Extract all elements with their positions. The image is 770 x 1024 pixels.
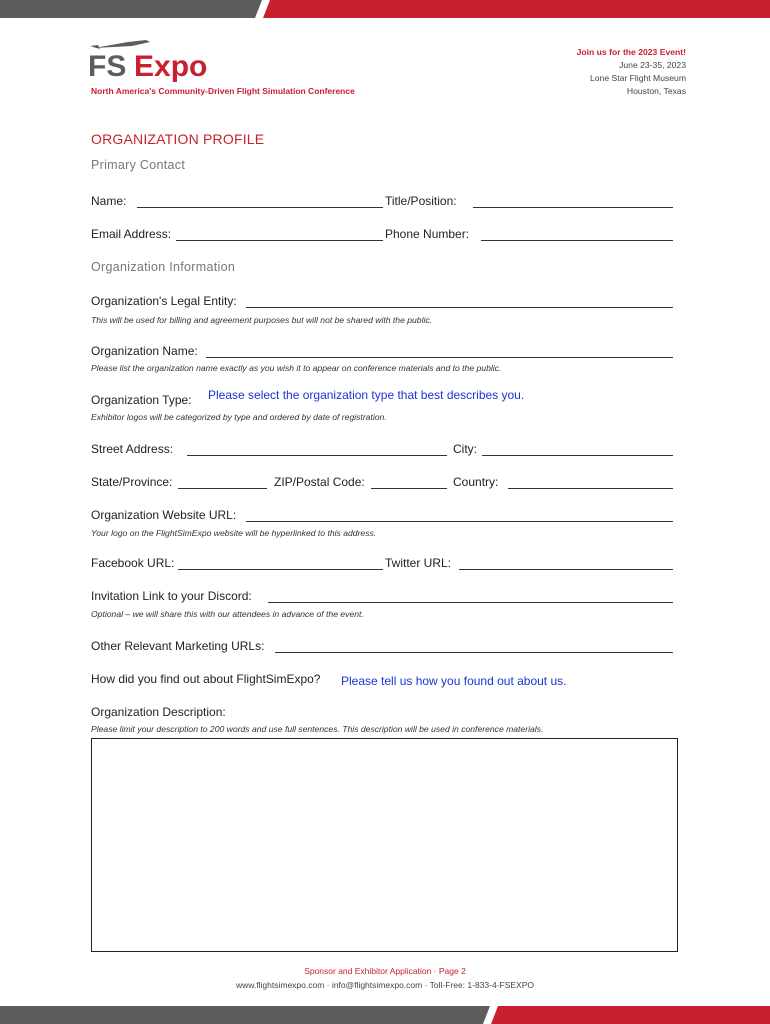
title-position-label: Title/Position:: [385, 194, 457, 208]
phone-label: Phone Number:: [385, 227, 470, 241]
org-name-note: Please list the organization name exactly as you wish it to appear on conference materials and to the public.: [91, 363, 502, 373]
other-urls-field[interactable]: [275, 652, 673, 653]
state-field[interactable]: [178, 488, 267, 489]
website-note: Your logo on the FlightSimExpo website will be hyperlinked to this address.: [91, 528, 377, 538]
facebook-label: Facebook URL:: [91, 556, 175, 570]
name-field[interactable]: [137, 207, 383, 208]
footer-page-label: Sponsor and Exhibitor Application · Page 2: [304, 966, 466, 976]
description-label: Organization Description:: [91, 705, 226, 719]
org-type-select[interactable]: Please select the organization type that best describes you.: [208, 388, 525, 402]
zip-field[interactable]: [371, 488, 447, 489]
svg-text:FS: FS: [88, 50, 127, 82]
org-type-note: Exhibitor logos will be categorized by type and ordered by date of registration.: [91, 412, 387, 422]
discord-note: Optional – we will share this with our attendees in advance of the event.: [91, 609, 364, 619]
event-venue: Lone Star Flight Museum: [589, 73, 686, 83]
phone-field[interactable]: [481, 240, 673, 241]
city-label: City:: [453, 442, 477, 456]
country-label: Country:: [453, 475, 499, 489]
org-type-label: Organization Type:: [91, 393, 192, 407]
other-urls-label: Other Relevant Marketing URLs:: [91, 639, 265, 653]
fsexpo-logo: [88, 36, 228, 82]
description-textarea[interactable]: [91, 738, 678, 952]
facebook-field[interactable]: [178, 569, 383, 570]
org-name-label: Organization Name:: [91, 344, 198, 358]
email-field[interactable]: [176, 240, 383, 241]
section-title: ORGANIZATION PROFILE: [91, 131, 265, 147]
twitter-label: Twitter URL:: [385, 556, 452, 570]
legal-entity-label: Organization's Legal Entity:: [91, 294, 237, 308]
email-label: Email Address:: [91, 227, 172, 241]
website-field[interactable]: [246, 521, 673, 522]
city-field[interactable]: [482, 455, 673, 456]
legal-entity-field[interactable]: [246, 307, 673, 308]
footer-contact: www.flightsimexpo.com · info@flightsimexpo.com · Toll-Free: 1-833-4-FSEXPO: [235, 980, 535, 990]
event-location: Houston, Texas: [626, 86, 686, 96]
legal-entity-note: This will be used for billing and agreement purposes but will not be shared with the public.: [91, 315, 433, 325]
street-field[interactable]: [187, 455, 447, 456]
name-label: Name:: [91, 194, 127, 208]
how-found-select[interactable]: Please tell us how you found out about us.: [341, 674, 567, 688]
street-label: Street Address:: [91, 442, 174, 456]
org-name-field[interactable]: [206, 357, 673, 358]
title-position-field[interactable]: [473, 207, 673, 208]
event-dates: June 23-35, 2023: [619, 60, 686, 70]
how-found-label: How did you find out about FlightSimExpo?: [91, 672, 321, 686]
website-label: Organization Website URL:: [91, 508, 237, 522]
state-label: State/Province:: [91, 475, 173, 489]
twitter-field[interactable]: [459, 569, 673, 570]
event-info: [577, 46, 686, 98]
zip-label: ZIP/Postal Code:: [274, 475, 365, 489]
discord-label: Invitation Link to your Discord:: [91, 589, 252, 603]
org-info-heading: Organization Information: [91, 260, 236, 274]
discord-field[interactable]: [268, 602, 673, 603]
event-title: Join us for the 2023 Event!: [576, 47, 686, 57]
footer-band: [0, 1006, 770, 1024]
primary-contact-heading: Primary Contact: [91, 158, 186, 172]
header-band: [0, 0, 770, 18]
country-field[interactable]: [508, 488, 673, 489]
tagline: North America's Community-Driven Flight Simulation Conference: [91, 86, 355, 96]
svg-text:Expo: Expo: [134, 50, 208, 82]
description-note: Please limit your description to 200 words and use full sentences. This description will be used in conference materials.: [91, 724, 544, 734]
